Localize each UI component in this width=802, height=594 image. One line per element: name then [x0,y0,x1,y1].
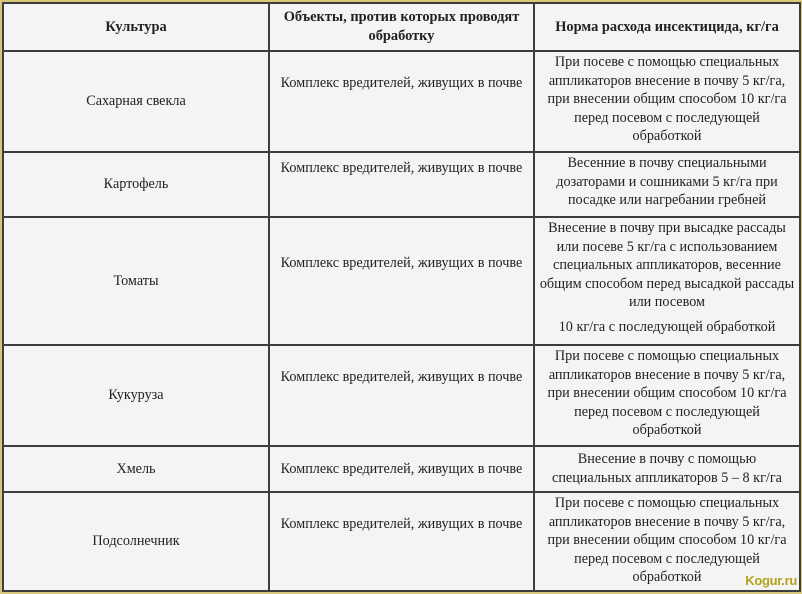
crop-cell: Сахарная свекла [3,51,269,152]
table-row [3,217,800,345]
rate-cell: Весенние в почву специальными дозаторами и сошниками 5 кг/га при посадке или нагребании гребней [534,152,800,217]
table-row [3,345,800,446]
rate-cell: При посеве с помощью специальных аппликаторов внесение в почву 5 кг/га, при внесении общим способом 10 кг/га перед посевом с последующей обработкой [534,492,800,591]
rate-extra-text: 10 кг/га с последующей обработкой [558,318,776,335]
rate-cell: При посеве с помощью специальных аппликаторов внесение в почву 5 кг/га, при внесении общим способом 10 кг/га перед посевом с последующей обработкой [534,345,800,446]
header-rate: Норма расхода инсектицида, кг/га [534,3,800,51]
table-row [3,152,800,217]
insecticide-rate-table [2,2,801,592]
crop-cell: Картофель [3,152,269,217]
crop-cell: Хмель [3,446,269,492]
table-header-row [3,3,800,51]
table-row [3,492,800,591]
target-cell: Комплекс вредителей, живущих в почве [269,345,534,446]
rate-text: Внесение в почву при высадке рассады или посеве 5 кг/га с использованием специальных аппликаторов, весенние общим способом перед высадкой рассады или посевом [539,220,795,311]
target-cell: Комплекс вредителей, живущих в почве [269,152,534,217]
header-target: Объекты, против которых проводят обработку [269,3,534,51]
crop-cell: Кукуруза [3,345,269,446]
crop-cell: Подсолнечник [3,492,269,591]
rate-cell: При посеве с помощью специальных аппликаторов внесение в почву 5 кг/га, при внесении общим способом 10 кг/га перед посевом с последующей обработкой [534,51,800,152]
target-cell: Комплекс вредителей, живущих в почве [269,51,534,152]
rate-cell [534,217,800,345]
crop-cell: Томаты [3,217,269,345]
target-cell: Комплекс вредителей, живущих в почве [269,217,534,345]
table-row [3,51,800,152]
table-row [3,446,800,492]
target-cell: Комплекс вредителей, живущих в почве [269,446,534,492]
target-cell: Комплекс вредителей, живущих в почве [269,492,534,591]
rate-cell: Внесение в почву с помощью специальных аппликаторов 5 – 8 кг/га [534,446,800,492]
header-crop: Культура [3,3,269,51]
watermark-logo: Kogur.ru [745,573,797,588]
